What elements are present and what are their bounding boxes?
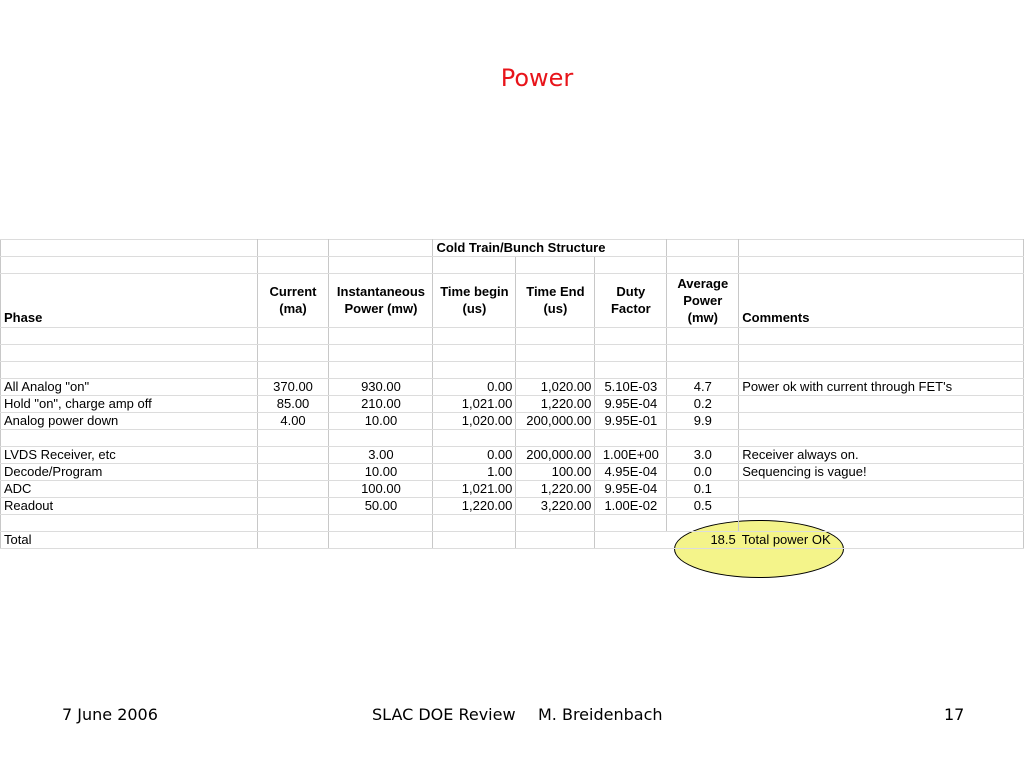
cell-inst-power: 930.00 [329, 379, 433, 396]
cell-avg-power: 3.0 [667, 447, 739, 464]
header-comments: Comments [739, 274, 1024, 328]
cell-time-begin: 1,220.00 [433, 498, 516, 515]
header-time-end: Time End (us) [516, 274, 595, 328]
total-label: Total [1, 532, 258, 549]
cell-avg-power: 0.1 [667, 481, 739, 498]
cell-duty: 9.95E-04 [595, 396, 667, 413]
group-header-cold-train: Cold Train/Bunch Structure [433, 240, 667, 257]
cell-comment [739, 498, 1024, 515]
cell-current [257, 464, 329, 481]
header-time-begin: Time begin (us) [433, 274, 516, 328]
cell-phase: LVDS Receiver, etc [1, 447, 258, 464]
table-row [1, 379, 1024, 396]
cell-phase: ADC [1, 481, 258, 498]
cell-duty: 1.00E+00 [595, 447, 667, 464]
header-instantaneous-power: Instantaneous Power (mw) [329, 274, 433, 328]
cell-time-begin: 1,021.00 [433, 396, 516, 413]
power-table-body [1, 240, 1024, 549]
cell-current [257, 498, 329, 515]
cell-avg-power: 0.5 [667, 498, 739, 515]
column-header-row [1, 274, 1024, 328]
footer-author: M. Breidenbach [538, 705, 663, 724]
cell-phase: All Analog "on" [1, 379, 258, 396]
cell-time-end: 200,000.00 [516, 413, 595, 430]
table-row [1, 481, 1024, 498]
cell-time-begin: 0.00 [433, 379, 516, 396]
cell-time-begin: 1,021.00 [433, 481, 516, 498]
cell-comment [739, 413, 1024, 430]
cell-phase: Analog power down [1, 413, 258, 430]
header-current: Current (ma) [257, 274, 329, 328]
cell-current: 85.00 [257, 396, 329, 413]
cell-time-end: 1,220.00 [516, 396, 595, 413]
spacer-row [1, 345, 1024, 362]
cell-comment: Receiver always on. [739, 447, 1024, 464]
cell-comment: Sequencing is vague! [739, 464, 1024, 481]
cell-duty: 9.95E-01 [595, 413, 667, 430]
cell-inst-power: 10.00 [329, 464, 433, 481]
cell-avg-power: 0.0 [667, 464, 739, 481]
cell-duty: 1.00E-02 [595, 498, 667, 515]
slide-title: Power [500, 64, 574, 92]
total-row [1, 532, 1024, 549]
cell-comment [739, 481, 1024, 498]
table-row [1, 396, 1024, 413]
cell-inst-power: 50.00 [329, 498, 433, 515]
header-duty-factor: Duty Factor [595, 274, 667, 328]
table-row [1, 464, 1024, 481]
spacer-row [1, 362, 1024, 379]
footer-page-number: 17 [944, 705, 965, 724]
cell-duty: 4.95E-04 [595, 464, 667, 481]
header-phase: Phase [1, 274, 258, 328]
footer-date: 7 June 2006 [62, 705, 158, 724]
cell-time-end: 100.00 [516, 464, 595, 481]
power-table [0, 239, 1024, 549]
cell-time-end: 1,220.00 [516, 481, 595, 498]
cell-time-begin: 0.00 [433, 447, 516, 464]
cell-time-end: 200,000.00 [516, 447, 595, 464]
cell-avg-power: 0.2 [667, 396, 739, 413]
cell-time-end: 1,020.00 [516, 379, 595, 396]
table-row [1, 413, 1024, 430]
cell-current: 370.00 [257, 379, 329, 396]
cell-time-begin: 1.00 [433, 464, 516, 481]
table-row [1, 498, 1024, 515]
cell-time-begin: 1,020.00 [433, 413, 516, 430]
cell-avg-power: 4.7 [667, 379, 739, 396]
spacer-row [1, 430, 1024, 447]
cell-avg-power: 9.9 [667, 413, 739, 430]
cell-inst-power: 3.00 [329, 447, 433, 464]
spacer-row [1, 257, 1024, 274]
cell-current [257, 481, 329, 498]
cell-inst-power: 10.00 [329, 413, 433, 430]
spacer-row [1, 515, 1024, 532]
total-comment: Total power OK [739, 532, 1024, 549]
cell-comment: Power ok with current through FET's [739, 379, 1024, 396]
spacer-row [1, 328, 1024, 345]
total-avg-power: 18.5 [667, 532, 739, 549]
cell-comment [739, 396, 1024, 413]
cell-current [257, 447, 329, 464]
cell-inst-power: 210.00 [329, 396, 433, 413]
cell-phase: Readout [1, 498, 258, 515]
header-average-power: Average Power (mw) [667, 274, 739, 328]
table-row [1, 447, 1024, 464]
cell-duty: 5.10E-03 [595, 379, 667, 396]
cell-current: 4.00 [257, 413, 329, 430]
cell-time-end: 3,220.00 [516, 498, 595, 515]
group-header-row [1, 240, 1024, 257]
cell-duty: 9.95E-04 [595, 481, 667, 498]
cell-inst-power: 100.00 [329, 481, 433, 498]
footer-event: SLAC DOE Review [372, 705, 516, 724]
cell-phase: Hold "on", charge amp off [1, 396, 258, 413]
cell-phase: Decode/Program [1, 464, 258, 481]
